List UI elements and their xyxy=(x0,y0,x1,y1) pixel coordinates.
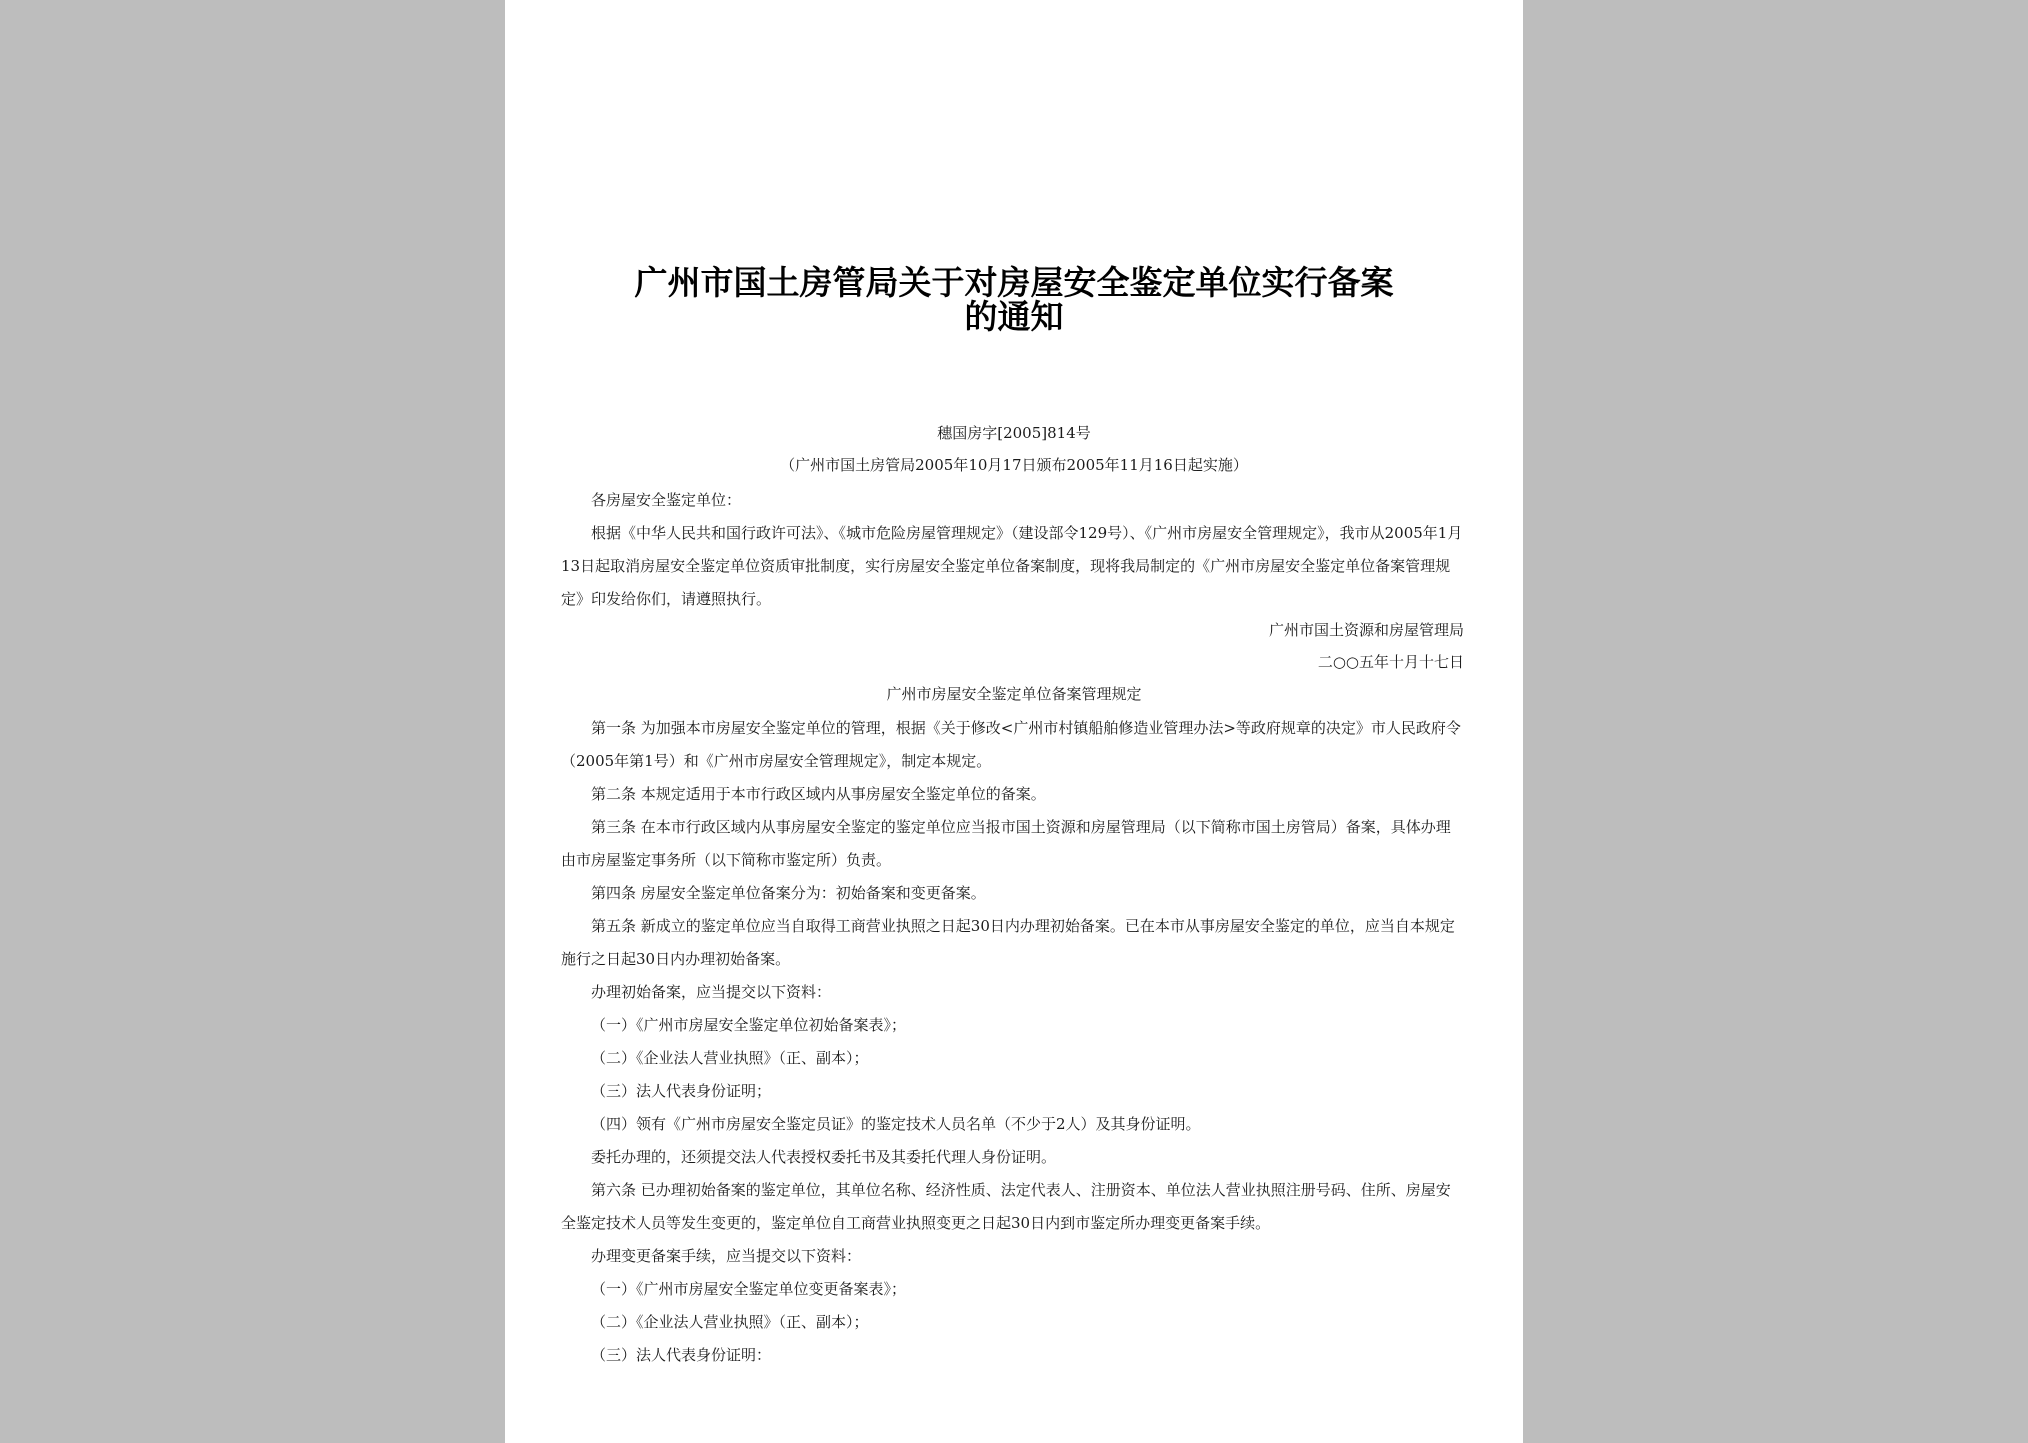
article-paragraph: （一）《广州市房屋安全鉴定单位变更备案表》； xyxy=(591,1280,907,1298)
articles-section xyxy=(561,712,1465,1372)
article-paragraph: 第二条 本规定适用于本市行政区域内从事房屋安全鉴定单位的备案。 xyxy=(591,785,1046,803)
article-paragraph: 委托办理的，还须提交法人代表授权委托书及其委托代理人身份证明。 xyxy=(591,1148,1057,1166)
article-paragraph: 第三条 在本市行政区域内从事房屋安全鉴定的鉴定单位应当报市国土资源和房屋管理局（以下简称市国土房管局）备案，具体办理由市房屋鉴定事务所（以下简称市鉴定所）负责。 xyxy=(561,818,1451,869)
article-paragraph: （二）《企业法人营业执照》（正、副本）； xyxy=(591,1313,869,1331)
article-paragraph: （三）法人代表身份证明： xyxy=(591,1346,772,1364)
salutation: 各房屋安全鉴定单位： xyxy=(591,491,742,509)
intro-paragraph: 根据《中华人民共和国行政许可法》、《城市危险房屋管理规定》（建设部令129号）、《广州市房屋安全管理规定》，我市从2005年1月13日起取消房屋安全鉴定单位资质审批制度，实行房屋安全鉴定单位备案制度，现将我局制定的《广州市房屋安全鉴定单位备案管理规定》印发给你们，请遵照执行。 xyxy=(561,524,1463,608)
document-title-line1: 广州市国土房管局关于对房屋安全鉴定单位实行备案 xyxy=(634,263,1394,302)
issuer: 广州市国土资源和房屋管理局 xyxy=(1268,621,1464,639)
issue-date: 二○○五年十月十七日 xyxy=(1317,653,1464,671)
document-title-line2: 的通知 xyxy=(964,297,1064,336)
rules-title: 广州市房屋安全鉴定单位备案管理规定 xyxy=(886,685,1142,703)
article-paragraph: 办理变更备案手续，应当提交以下资料： xyxy=(591,1247,862,1265)
document-page xyxy=(505,0,1523,1443)
article-paragraph: （三）法人代表身份证明； xyxy=(591,1082,772,1100)
intro-section xyxy=(561,484,1465,616)
article-paragraph: 第五条 新成立的鉴定单位应当自取得工商营业执照之日起30日内办理初始备案。已在本市从事房屋安全鉴定的单位，应当自本规定施行之日起30日内办理初始备案。 xyxy=(561,917,1455,968)
article-paragraph: （二）《企业法人营业执照》（正、副本）； xyxy=(591,1049,869,1067)
article-paragraph: 第六条 已办理初始备案的鉴定单位，其单位名称、经济性质、法定代表人、注册资本、单位法人营业执照注册号码、住所、房屋安全鉴定技术人员等发生变更的，鉴定单位自工商营业执照变更之日起30日内到市鉴定所办理变更备案手续。 xyxy=(561,1181,1451,1232)
article-paragraph: 第四条 房屋安全鉴定单位备案分为：初始备案和变更备案。 xyxy=(591,884,986,902)
article-paragraph: （四）领有《广州市房屋安全鉴定员证》的鉴定技术人员名单（不少于2人）及其身份证明。 xyxy=(591,1115,1201,1133)
document-number: 穗国房字[2005]814号 xyxy=(937,424,1091,442)
article-paragraph: 办理初始备案，应当提交以下资料： xyxy=(591,983,832,1001)
issue-note: （广州市国土房管局2005年10月17日颁布2005年11月16日起实施） xyxy=(780,456,1248,474)
article-paragraph: （一）《广州市房屋安全鉴定单位初始备案表》； xyxy=(591,1016,907,1034)
article-paragraph: 第一条 为加强本市房屋安全鉴定单位的管理，根据《关于修改<广州市村镇船舶修造业管理办法>等政府规章的决定》市人民政府令（2005年第1号）和《广州市房屋安全管理规定》，制定本规定。 xyxy=(561,719,1461,770)
